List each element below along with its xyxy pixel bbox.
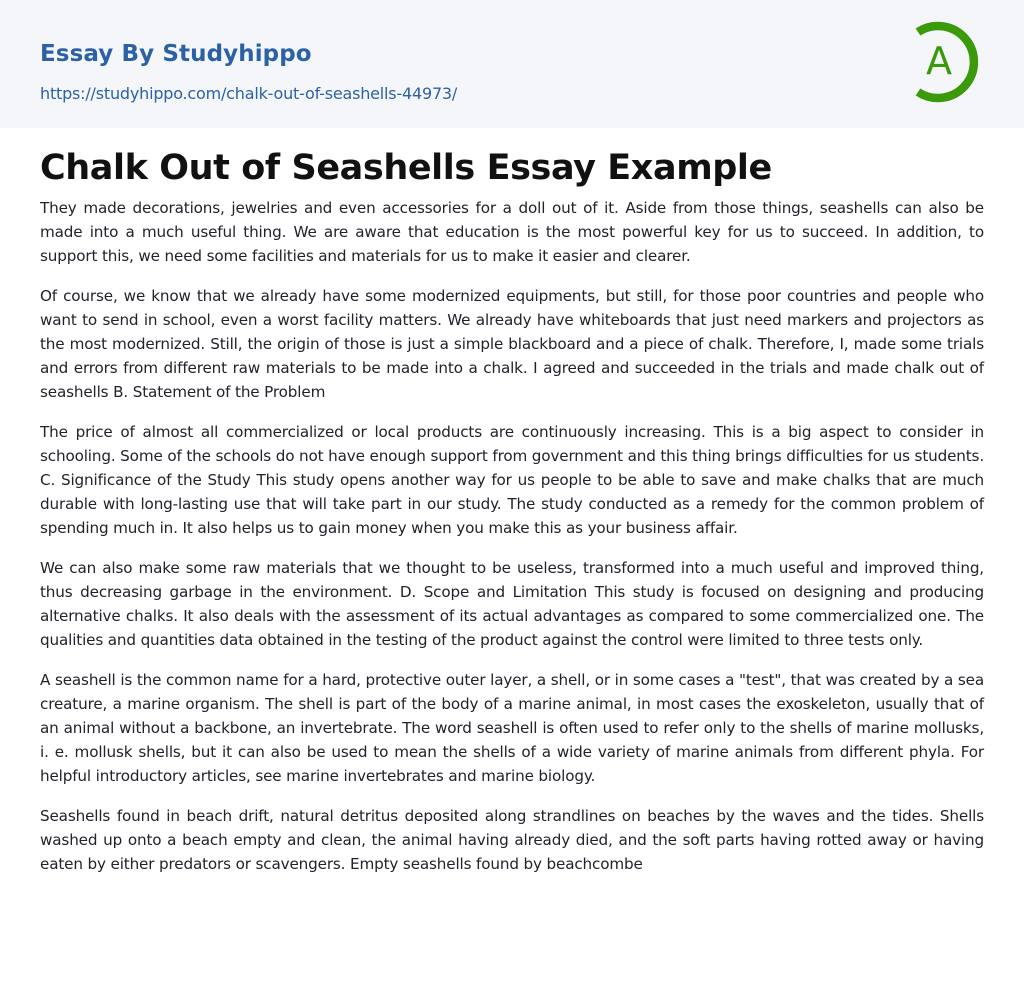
svg-text:A: A: [926, 39, 952, 83]
paragraph: Seashells found in beach drift, natural detritus deposited along strandlines on beaches by the waves and the tides. Shells washed up onto a beach empty and clean, the animal having already died, and the soft parts having rotted away or having eaten by either predators or scavengers. Empty seashells found by beachcombe: [40, 807, 984, 873]
source-url-link[interactable]: https://studyhippo.com/chalk-out-of-seashells-44973/: [40, 84, 458, 103]
paragraph: A seashell is the common name for a hard, protective outer layer, a shell, or in some cases a "test", that was created by a sea creature, a marine organism. The shell is part of the body of a marine animal, in most cases the exoskeleton, usually that of an animal without a backbone, an invertebrate. The word seashell is often used to refer only to the shells of marine mollusks, i. e. mollusk shells, but it can also be used to mean the shells of a wide variety of marine animals from different phyla. For helpful introductory articles, see marine invertebrates and marine biology.: [40, 671, 984, 785]
paragraph: They made decorations, jewelries and even accessories for a doll out of it. Aside from those things, seashells can also be made into a much useful thing. We are aware that education is the most powerful key for us to succeed. In addition, to support this, we need some facilities and materials for us to make it easier and clearer.: [40, 199, 984, 265]
page-title: Chalk Out of Seashells Essay Example: [40, 148, 772, 188]
paragraph: We can also make some raw materials that we thought to be useless, transformed into a much useful and improved thing, thus decreasing garbage in the environment. D. Scope and Limitation This study is focused on designing and producing alternative chalks. It also deals with the assessment of its actual advantages as compared to some commercialized one. The qualities and quantities data obtained in the testing of the product against the control were limited to three tests only.: [40, 559, 984, 649]
article-body: [40, 140, 984, 892]
site-header: [0, 0, 1024, 128]
paragraph: Of course, we know that we already have some modernized equipments, but still, for those poor countries and people who want to send in school, even a worst facility matters. We already have whiteboards that just need markers and projectors as the most modernized. Still, the origin of those is just a simple blackboard and a piece of chalk. Therefore, I, made some trials and errors from different raw materials to be made into a chalk. I agreed and succeeded in the trials and made chalk out of seashells B. Statement of the Problem: [40, 287, 984, 401]
paragraph: The price of almost all commercialized or local products are continuously increasing. This is a big aspect to consider in schooling. Some of the schools do not have enough support from government and this thing brings difficulties for us students. C. Significance of the Study This study opens another way for us people to be able to save and make chalks that are much durable with long-lasting use that will take part in our study. The study conducted as a remedy for the common problem of spending much in. It also helps us to gain money when you make this as your business affair.: [40, 423, 984, 537]
brand-title[interactable]: Essay By Studyhippo: [40, 41, 312, 67]
studyhippo-logo-icon[interactable]: [907, 18, 987, 106]
